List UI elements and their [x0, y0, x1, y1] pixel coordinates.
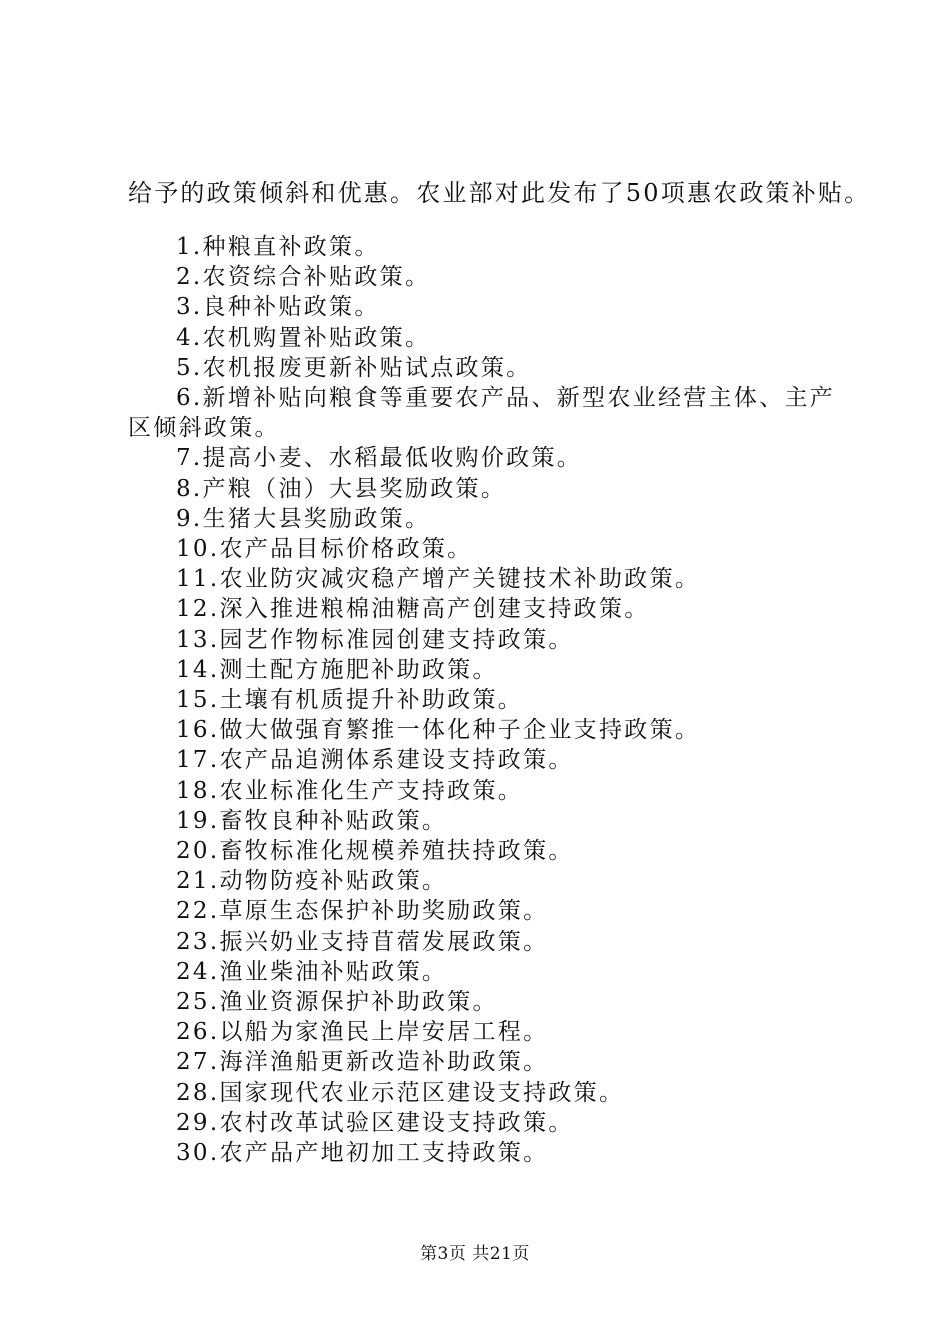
list-item: 29.农村改革试验区建设支持政策。 — [176, 1109, 574, 1136]
list-item: 5.农机报废更新补贴试点政策。 — [176, 354, 532, 381]
list-item: 21.动物防疫补贴政策。 — [176, 868, 448, 895]
list-item: 6.新增补贴向粮食等重要农产品、新型农业经营主体、主产区倾斜政策。 — [128, 385, 836, 442]
list-item: 14.测土配方施肥补助政策。 — [176, 656, 498, 683]
list-item: 9.生猪大县奖励政策。 — [176, 505, 431, 532]
list-item: 19.畜牧良种补贴政策。 — [176, 807, 448, 834]
list-item: 7.提高小麦、水稻最低收购价政策。 — [176, 445, 583, 472]
list-item: 28.国家现代农业示范区建设支持政策。 — [176, 1079, 625, 1106]
list-item: 1.种粮直补政策。 — [176, 234, 380, 260]
list-item: 4.农机购置补贴政策。 — [176, 324, 431, 351]
list-item: 8.产粮（油）大县奖励政策。 — [176, 475, 507, 502]
page-footer: 第3页 共21页 — [420, 1244, 530, 1264]
list-item: 3.良种补贴政策。 — [176, 294, 380, 321]
list-item: 24.渔业柴油补贴政策。 — [176, 958, 448, 985]
list-item: 15.土壤有机质提升补助政策。 — [176, 687, 524, 714]
list-item: 12.深入推进粮棉油糖高产创建支持政策。 — [176, 596, 650, 623]
list-item: 18.农业标准化生产支持政策。 — [176, 777, 524, 804]
list-item: 26.以船为家渔民上岸安居工程。 — [176, 1019, 549, 1046]
policy-list — [128, 232, 848, 1168]
list-item: 17.农产品追溯体系建设支持政策。 — [176, 747, 574, 774]
list-item: 16.做大做强育繁推一体化种子企业支持政策。 — [176, 717, 701, 744]
list-item: 23.振兴奶业支持苜蓿发展政策。 — [176, 928, 549, 955]
list-item: 10.农产品目标价格政策。 — [176, 536, 473, 563]
list-item: 30.农产品产地初加工支持政策。 — [176, 1140, 549, 1167]
list-item: 25.渔业资源保护补助政策。 — [176, 989, 498, 1016]
list-item: 13.园艺作物标准园创建支持政策。 — [176, 626, 574, 653]
intro-paragraph: 给予的政策倾斜和优惠。农业部对此发布了50项惠农政策补贴。 — [128, 179, 871, 207]
list-item: 22.草原生态保护补助奖励政策。 — [176, 898, 549, 925]
list-item: 11.农业防灾减灾稳产增产关键技术补助政策。 — [176, 566, 701, 593]
list-item: 27.海洋渔船更新改造补助政策。 — [176, 1049, 549, 1076]
list-item: 20.畜牧标准化规模养殖扶持政策。 — [176, 838, 574, 865]
list-item: 2.农资综合补贴政策。 — [176, 264, 431, 291]
